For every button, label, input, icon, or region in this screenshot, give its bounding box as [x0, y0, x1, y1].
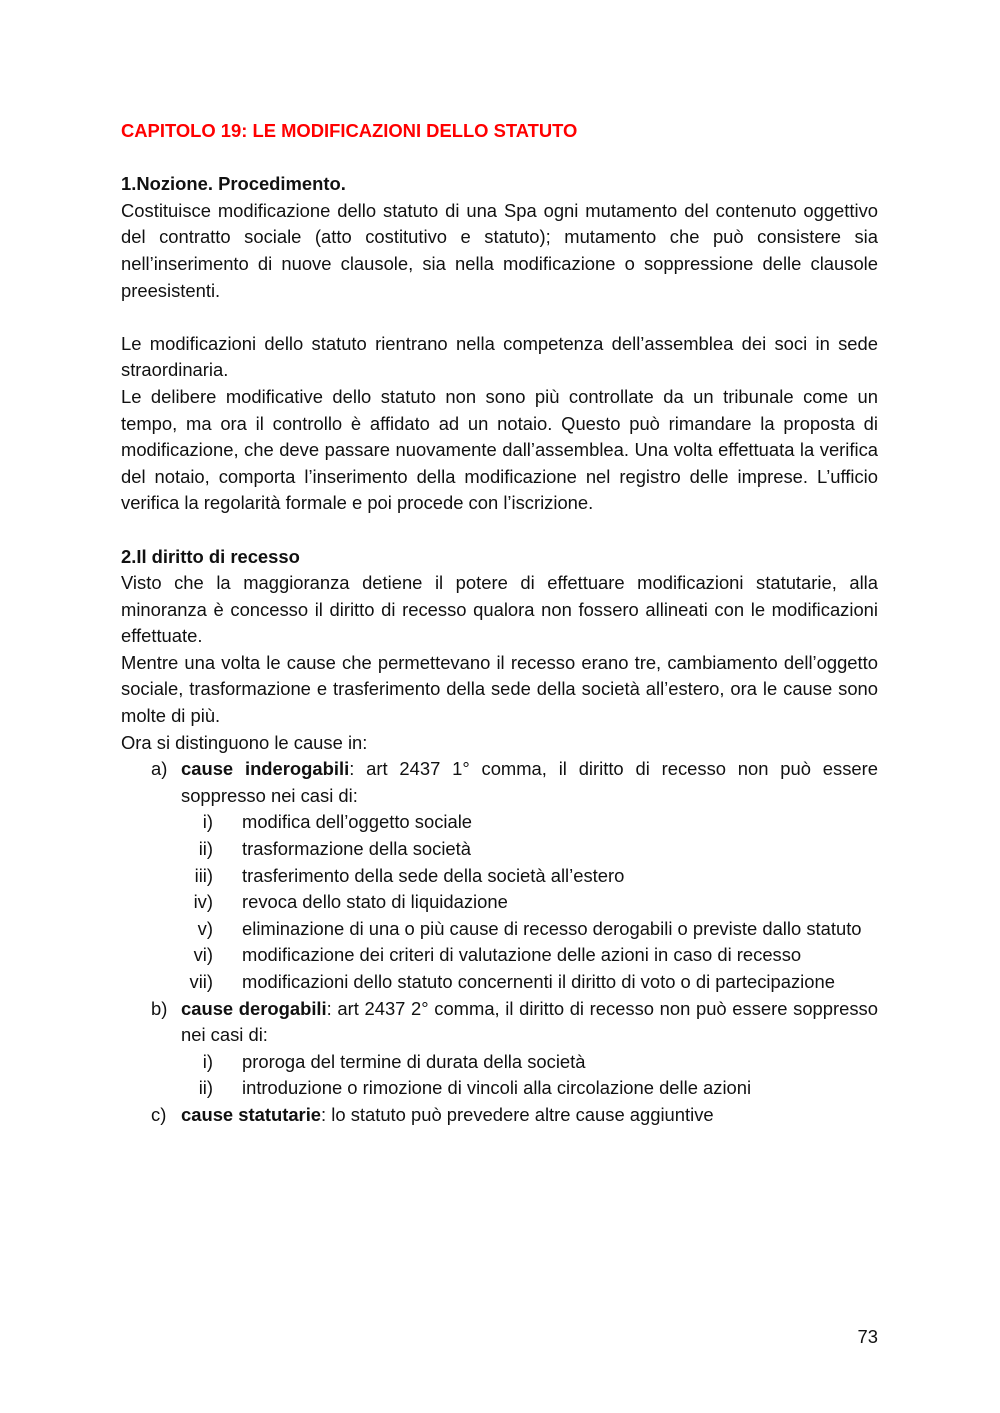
list-marker: b) [151, 997, 168, 1019]
list-marker: c) [151, 1103, 167, 1125]
sub-list-marker: ii) [198, 838, 213, 860]
sub-list-item [121, 1075, 878, 1102]
sub-list-text: modifica dell’oggetto sociale [242, 811, 473, 833]
sub-list-marker: ii) [198, 1077, 213, 1099]
sub-list-text: trasformazione della società [242, 838, 471, 860]
sub-list-marker: iv) [193, 891, 213, 913]
sub-list-item [121, 969, 878, 996]
paragraph: Costituisce modificazione dello statuto di una Spa ogni mutamento del contenuto oggettivo del contratto sociale (atto costitutivo e statuto); mutamento che può consistere sia nell’inserimento di nuove clausole, sia nella modificazione o soppressione delle clausole preesistenti. [121, 199, 878, 301]
sub-list-marker: iii) [194, 864, 213, 886]
document-page [121, 118, 878, 1129]
cause-description: : art 2437 2° comma, il diritto di recesso non può essere soppresso nei casi di: [181, 997, 878, 1046]
sub-list-marker: vii) [189, 971, 213, 992]
sub-list-text: revoca dello stato di liquidazione [242, 891, 508, 913]
sub-list-item [121, 1049, 878, 1076]
section-heading: 2.Il diritto di recesso [121, 545, 300, 567]
paragraph: Le modificazioni dello statuto rientrano nella competenza dell’assemblea dei soci in sede straordinaria. [121, 332, 878, 381]
section-heading: 1.Nozione. Procedimento. [121, 173, 346, 195]
sub-list-item [121, 916, 878, 943]
paragraph: Ora si distinguono le cause in: [121, 731, 368, 753]
paragraph: Le delibere modificative dello statuto non sono più controllate da un tribunale come un tempo, ma ora il controllo è affidato ad un notaio. Questo può rimandare la proposta di modificazione, che deve passare nuovamente dall’assemblea. Una volta effettuata la verifica del notaio, comporta l’inserimento della modificazione nel registro delle imprese. L’ufficio verifica la regolarità formale e poi procede con l’iscrizione. [121, 385, 878, 514]
paragraph: Visto che la maggioranza detiene il potere di effettuare modificazioni statutarie, alla minoranza è concesso il diritto di recesso qualora non fossero allineati con le modificazioni effettuate. [121, 572, 878, 647]
paragraph: Mentre una volta le cause che permettevano il recesso erano tre, cambiamento dell’oggetto sociale, trasformazione e trasferimento della sede della società all’estero, ora le cause sono molte di più. [121, 651, 878, 727]
cause-label: cause derogabili [181, 997, 327, 1019]
sub-list-item [121, 863, 878, 890]
causes-list [121, 756, 878, 1128]
sub-list-item [121, 809, 878, 836]
cause-label: cause inderogabili [181, 758, 350, 780]
sub-list-item [121, 889, 878, 916]
sub-list-marker: vi) [193, 944, 213, 966]
sub-list-text: modificazioni dello statuto concernenti il diritto di voto o di partecipazione [242, 971, 835, 992]
page-number: 73 [857, 1326, 878, 1347]
list-item [121, 1102, 878, 1129]
sub-list-item [121, 836, 878, 863]
sub-list-text: trasferimento della sede della società all’estero [242, 864, 625, 886]
sub-list-marker: v) [197, 917, 213, 939]
list-item [121, 756, 878, 995]
sub-list-text: introduzione o rimozione di vincoli alla circolazione delle azioni [242, 1077, 752, 1099]
list-marker: a) [151, 758, 168, 780]
sub-list-item [121, 942, 878, 969]
sub-list-marker: i) [202, 811, 213, 833]
cause-description: : art 2437 1° comma, il diritto di recesso non può essere soppresso nei casi di: [181, 758, 878, 806]
cause-label: cause statutarie [181, 1103, 322, 1125]
sub-list-marker: i) [202, 1050, 213, 1072]
chapter-title: CAPITOLO 19: LE MODIFICAZIONI DELLO STATUTO [121, 120, 578, 141]
sub-list-text: proroga del termine di durata della società [242, 1050, 586, 1072]
sub-list-text: modificazione dei criteri di valutazione delle azioni in caso di recesso [242, 944, 802, 966]
cause-description: : lo statuto può prevedere altre cause aggiuntive [321, 1103, 714, 1125]
sub-list-text: eliminazione di una o più cause di recesso derogabili o previste dallo statuto [242, 917, 862, 939]
list-item [121, 996, 878, 1102]
